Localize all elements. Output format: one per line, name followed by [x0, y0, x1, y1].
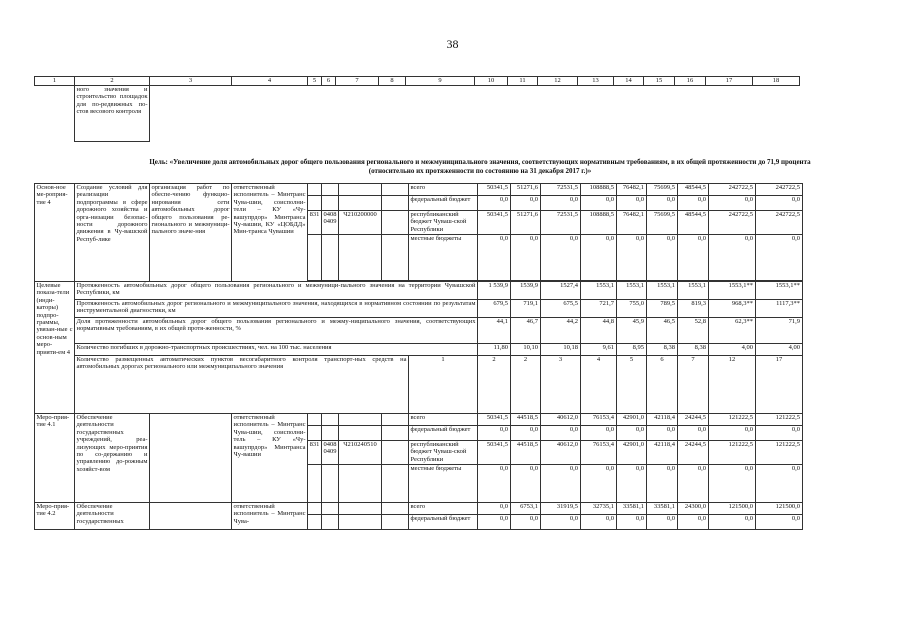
value-cell: 75699,5	[647, 211, 678, 235]
value-cell: 242722,5	[709, 211, 756, 235]
value-cell: 0,0	[511, 465, 541, 503]
column-number: 16	[675, 77, 706, 86]
value-cell: 4,00	[709, 344, 756, 356]
value-cell: 1553,1	[678, 282, 709, 300]
indicator-text: Протяженность автомобильных дорог общего пользования регионального и межмуници-пального значения на территории Чувашской Республики, км	[75, 282, 478, 300]
value-cell: 0,0	[541, 235, 581, 281]
column-number-row	[35, 77, 800, 86]
value-cell: 121222,5	[756, 414, 803, 426]
budget-code-ministry: 831	[308, 211, 322, 235]
value-cell: 0,0	[678, 235, 709, 281]
value-cell: 0,0	[478, 503, 511, 515]
continuation-text: ного значения и строительство площадок для по-редвижных по-стов весового контроля	[75, 86, 150, 142]
value-cell: 819,3	[678, 300, 709, 318]
column-number: 1	[35, 77, 75, 86]
column-number: 17	[706, 77, 753, 86]
column-number: 10	[475, 77, 508, 86]
value-cell: 0,0	[678, 196, 709, 211]
indicators-label: Целевые показа-тели (инди-каторы) подпро-граммы, увязан-ные с основ-ным меро-прияти-ем 4	[35, 282, 75, 414]
value-cell: 10,10	[511, 344, 541, 356]
value-cell: 0,0	[647, 426, 678, 441]
funding-source: местные бюджеты	[409, 235, 478, 281]
continuation-table	[34, 76, 800, 142]
value-cell: 48544,5	[678, 211, 709, 235]
value-cell: 4,00	[756, 344, 803, 356]
value-cell: 1553,1	[581, 282, 617, 300]
value-cell: 8,38	[647, 344, 678, 356]
column-number: 13	[578, 77, 614, 86]
value-cell: 50341,5	[478, 441, 511, 465]
funding-row	[35, 414, 803, 426]
value-cell: 32735,1	[581, 503, 617, 515]
column-number: 12	[538, 77, 578, 86]
value-cell: 2	[511, 356, 541, 414]
value-cell: 72531,5	[541, 184, 581, 196]
event-code: Основ-ное ме-роприя-тие 4	[35, 184, 75, 282]
funding-row	[35, 184, 803, 196]
indicator-text: Доля протяженности автомобильных дорог общего пользования регионального и межму-ниципального значения, соответствующих нормативным требованиям, в их общей протя-женности, %	[75, 318, 478, 344]
column-number: 18	[753, 77, 800, 86]
value-cell: 10,18	[541, 344, 581, 356]
value-cell: 76482,1	[617, 184, 647, 196]
indicator-text: Количество погибших в дорожно-транспортных происшествиях, чел. на 100 тыс. населения	[75, 344, 478, 356]
event-title: Обеспечение деятельности государственных	[75, 503, 150, 530]
value-cell: 0,0	[709, 196, 756, 211]
value-cell: 0,0	[647, 515, 678, 530]
value-cell: 242722,5	[709, 184, 756, 196]
value-cell: 0,0	[478, 465, 511, 503]
value-cell: 6	[647, 356, 678, 414]
funding-source: республиканский бюджет Чуваш-ской Республики	[409, 441, 478, 465]
value-cell: 0,0	[617, 196, 647, 211]
value-cell: 40612,0	[541, 441, 581, 465]
value-cell: 72531,5	[541, 211, 581, 235]
goal-statement: Цель: «Увеличение доля автомобильных дорог общего пользования регионального и межмуниципального значения, соответствующих нормативным требованиям, в их общей протяженности до 71,9 процента (относительно их протяженности по состоянию на 31 декабря 2017 г.)»	[149, 158, 811, 175]
value-cell: 4	[581, 356, 617, 414]
value-cell: 0,0	[709, 515, 756, 530]
value-cell: 44518,5	[511, 414, 541, 426]
value-cell: 48544,5	[678, 184, 709, 196]
budget-code-section: 0408 0409	[322, 441, 339, 465]
value-cell: 42118,4	[647, 414, 678, 426]
budget-code-target: Ч210240510	[339, 441, 382, 465]
value-cell: 0,0	[541, 465, 581, 503]
value-cell: 76153,4	[581, 414, 617, 426]
value-cell: 0,0	[478, 196, 511, 211]
value-cell: 789,5	[647, 300, 678, 318]
value-cell: 0,0	[617, 235, 647, 281]
value-cell: 0,0	[511, 235, 541, 281]
value-cell: 42901,0	[617, 414, 647, 426]
column-number: 4	[232, 77, 308, 86]
event-executor: ответственный исполнитель – Минтранс Чува-	[232, 503, 308, 530]
value-cell: 121222,5	[709, 414, 756, 426]
column-number: 2	[75, 77, 150, 86]
value-cell: 0,0	[647, 196, 678, 211]
value-cell: 52,8	[678, 318, 709, 344]
value-cell: 45,9	[617, 318, 647, 344]
value-cell: 46,7	[511, 318, 541, 344]
value-cell: 0,0	[511, 515, 541, 530]
value-cell: 968,3**	[709, 300, 756, 318]
funding-source: всего	[409, 184, 478, 196]
value-cell: 1527,4	[541, 282, 581, 300]
value-cell: 24244,5	[678, 441, 709, 465]
value-cell: 719,1	[511, 300, 541, 318]
value-cell: 242722,5	[756, 184, 803, 196]
value-cell: 0,0	[581, 196, 617, 211]
value-cell: 0,0	[581, 465, 617, 503]
indicator-row	[35, 318, 803, 344]
value-cell: 721,7	[581, 300, 617, 318]
value-cell: 1553,1**	[709, 282, 756, 300]
value-cell: 33581,1	[647, 503, 678, 515]
funding-source: федеральный бюджет	[409, 196, 478, 211]
value-cell: 0,0	[541, 196, 581, 211]
value-cell: 1553,1**	[756, 282, 803, 300]
value-cell: 0,0	[478, 515, 511, 530]
value-cell: 11,80	[478, 344, 511, 356]
value-cell: 1539,9	[511, 282, 541, 300]
continuation-row	[35, 86, 800, 142]
column-number: 7	[336, 77, 379, 86]
value-cell: 679,5	[478, 300, 511, 318]
value-cell: 0,0	[709, 426, 756, 441]
funding-source: федеральный бюджет	[409, 515, 478, 530]
value-cell: 0,0	[511, 196, 541, 211]
value-cell: 9,61	[581, 344, 617, 356]
event-title: Создание условий для реализации подпрограммы в сфере дорожного хозяйства и орга-низации безопас-ности дорожного движения в Чу-вашской Респуб-лике	[75, 184, 150, 282]
value-cell: 8,95	[617, 344, 647, 356]
value-cell: 0,0	[678, 465, 709, 503]
value-cell: 42118,4	[647, 441, 678, 465]
event-code: Меро-прия-тие 4.2	[35, 503, 75, 530]
funding-source: всего	[409, 503, 478, 515]
column-number: 5	[308, 77, 322, 86]
value-cell: 44,1	[478, 318, 511, 344]
value-cell: 0,0	[678, 515, 709, 530]
value-cell: 50341,5	[478, 184, 511, 196]
value-cell: 0,0	[617, 515, 647, 530]
value-cell: 24244,5	[678, 414, 709, 426]
indicator-row	[35, 282, 803, 300]
value-cell: 2	[478, 356, 511, 414]
value-cell: 0,0	[709, 235, 756, 281]
value-cell: 121222,5	[756, 441, 803, 465]
value-cell: 8,38	[678, 344, 709, 356]
budget-code-ministry: 831	[308, 441, 322, 465]
value-cell: 0,0	[478, 235, 511, 281]
value-cell: 0,0	[511, 426, 541, 441]
column-number: 14	[614, 77, 644, 86]
event-task: организация работ по обеспе-чению функцио-нирования сети автомобильных дорог общего пользования ре-гионального и межмуници-пального значе-ния	[150, 184, 232, 282]
funding-source: всего	[409, 414, 478, 426]
value-cell: 50341,5	[478, 211, 511, 235]
program-table	[34, 183, 803, 530]
funding-row	[35, 503, 803, 515]
column-number: 15	[644, 77, 675, 86]
value-cell: 1 539,9	[478, 282, 511, 300]
budget-code-section: 0408 0409	[322, 211, 339, 235]
funding-source: местные бюджеты	[409, 465, 478, 503]
value-cell: 76153,4	[581, 441, 617, 465]
value-cell: 44,2	[541, 318, 581, 344]
column-number: 8	[379, 77, 406, 86]
value-cell: 0,0	[709, 465, 756, 503]
value-cell: 33581,1	[617, 503, 647, 515]
column-number: 11	[508, 77, 538, 86]
value-cell: 1	[409, 356, 478, 414]
value-cell: 242722,5	[756, 211, 803, 235]
value-cell: 0,0	[678, 426, 709, 441]
indicator-row	[35, 300, 803, 318]
value-cell: 7	[678, 356, 709, 414]
value-cell: 755,0	[617, 300, 647, 318]
indicator-text: Протяженность автомобильных дорог регионального и межмуниципального значения, находящихся в нормативном состоянии по результатам инструментальной диагностики, км	[75, 300, 478, 318]
value-cell: 0,0	[647, 465, 678, 503]
value-cell: 0,0	[756, 465, 803, 503]
value-cell: 0,0	[617, 465, 647, 503]
value-cell: 0,0	[581, 515, 617, 530]
funding-source: республиканский бюджет Чуваш-ской Республики	[409, 211, 478, 235]
value-cell: 108888,5	[581, 211, 617, 235]
value-cell: 71,9	[756, 318, 803, 344]
value-cell: 5	[617, 356, 647, 414]
value-cell: 76482,1	[617, 211, 647, 235]
value-cell: 24300,0	[678, 503, 709, 515]
value-cell: 6753,1	[511, 503, 541, 515]
value-cell: 0,0	[478, 426, 511, 441]
value-cell: 44518,5	[511, 441, 541, 465]
indicator-row	[35, 344, 803, 356]
value-cell: 50341,5	[478, 414, 511, 426]
column-number: 9	[406, 77, 475, 86]
funding-source: федеральный бюджет	[409, 426, 478, 441]
value-cell: 51271,6	[511, 184, 541, 196]
value-cell: 75699,5	[647, 184, 678, 196]
value-cell: 0,0	[647, 235, 678, 281]
value-cell: 31919,5	[541, 503, 581, 515]
column-number: 6	[322, 77, 336, 86]
value-cell: 0,0	[581, 235, 617, 281]
event-code: Меро-прия-тие 4.1	[35, 414, 75, 503]
indicator-text: Количество размещенных автоматических пунктов весогабаритного контроля транспорт-ных средств на автомобильных дорогах регионального или межмуниципального значения	[75, 356, 409, 414]
value-cell: 0,0	[756, 235, 803, 281]
value-cell: 121222,5	[709, 441, 756, 465]
value-cell: 40612,0	[541, 414, 581, 426]
value-cell: 121500,0	[709, 503, 756, 515]
value-cell: 51271,6	[511, 211, 541, 235]
value-cell: 44,8	[581, 318, 617, 344]
value-cell: 3	[541, 356, 581, 414]
value-cell: 1553,1	[617, 282, 647, 300]
page-number: 38	[446, 37, 459, 51]
value-cell: 62,3**	[709, 318, 756, 344]
value-cell: 0,0	[581, 426, 617, 441]
value-cell: 0,0	[756, 426, 803, 441]
value-cell: 108888,5	[581, 184, 617, 196]
value-cell: 121500,0	[756, 503, 803, 515]
indicator-row	[35, 356, 803, 414]
value-cell: 46,5	[647, 318, 678, 344]
event-title: Обеспечение деятельности государственных учреждений, реа-лизующих меро-приятия по со-держанию и управлению до-рожным хозяйст-вом	[75, 414, 150, 503]
value-cell: 0,0	[756, 196, 803, 211]
value-cell: 17	[756, 356, 803, 414]
value-cell: 675,5	[541, 300, 581, 318]
value-cell: 0,0	[617, 426, 647, 441]
column-number: 3	[150, 77, 232, 86]
value-cell: 0,0	[541, 426, 581, 441]
event-executor: ответственный исполнитель – Минтранс Чува-шии, соисполни-тель – КУ «Чу-вашупрдор» Минтранса Чу-вашии	[232, 414, 308, 503]
value-cell: 0,0	[756, 515, 803, 530]
value-cell: 1117,3**	[756, 300, 803, 318]
value-cell: 42901,0	[617, 441, 647, 465]
value-cell: 0,0	[541, 515, 581, 530]
event-executor: ответственный исполнитель – Минтранс Чува-шии, соисполни-тели – КУ «Чу-вашупрдор» Минтранса Чу-вашии, КУ «ЦОБДД» Мин-транса Чувашии	[232, 184, 308, 282]
value-cell: 1553,1	[647, 282, 678, 300]
budget-code-target: Ч210200000	[339, 211, 382, 235]
value-cell: 12	[709, 356, 756, 414]
